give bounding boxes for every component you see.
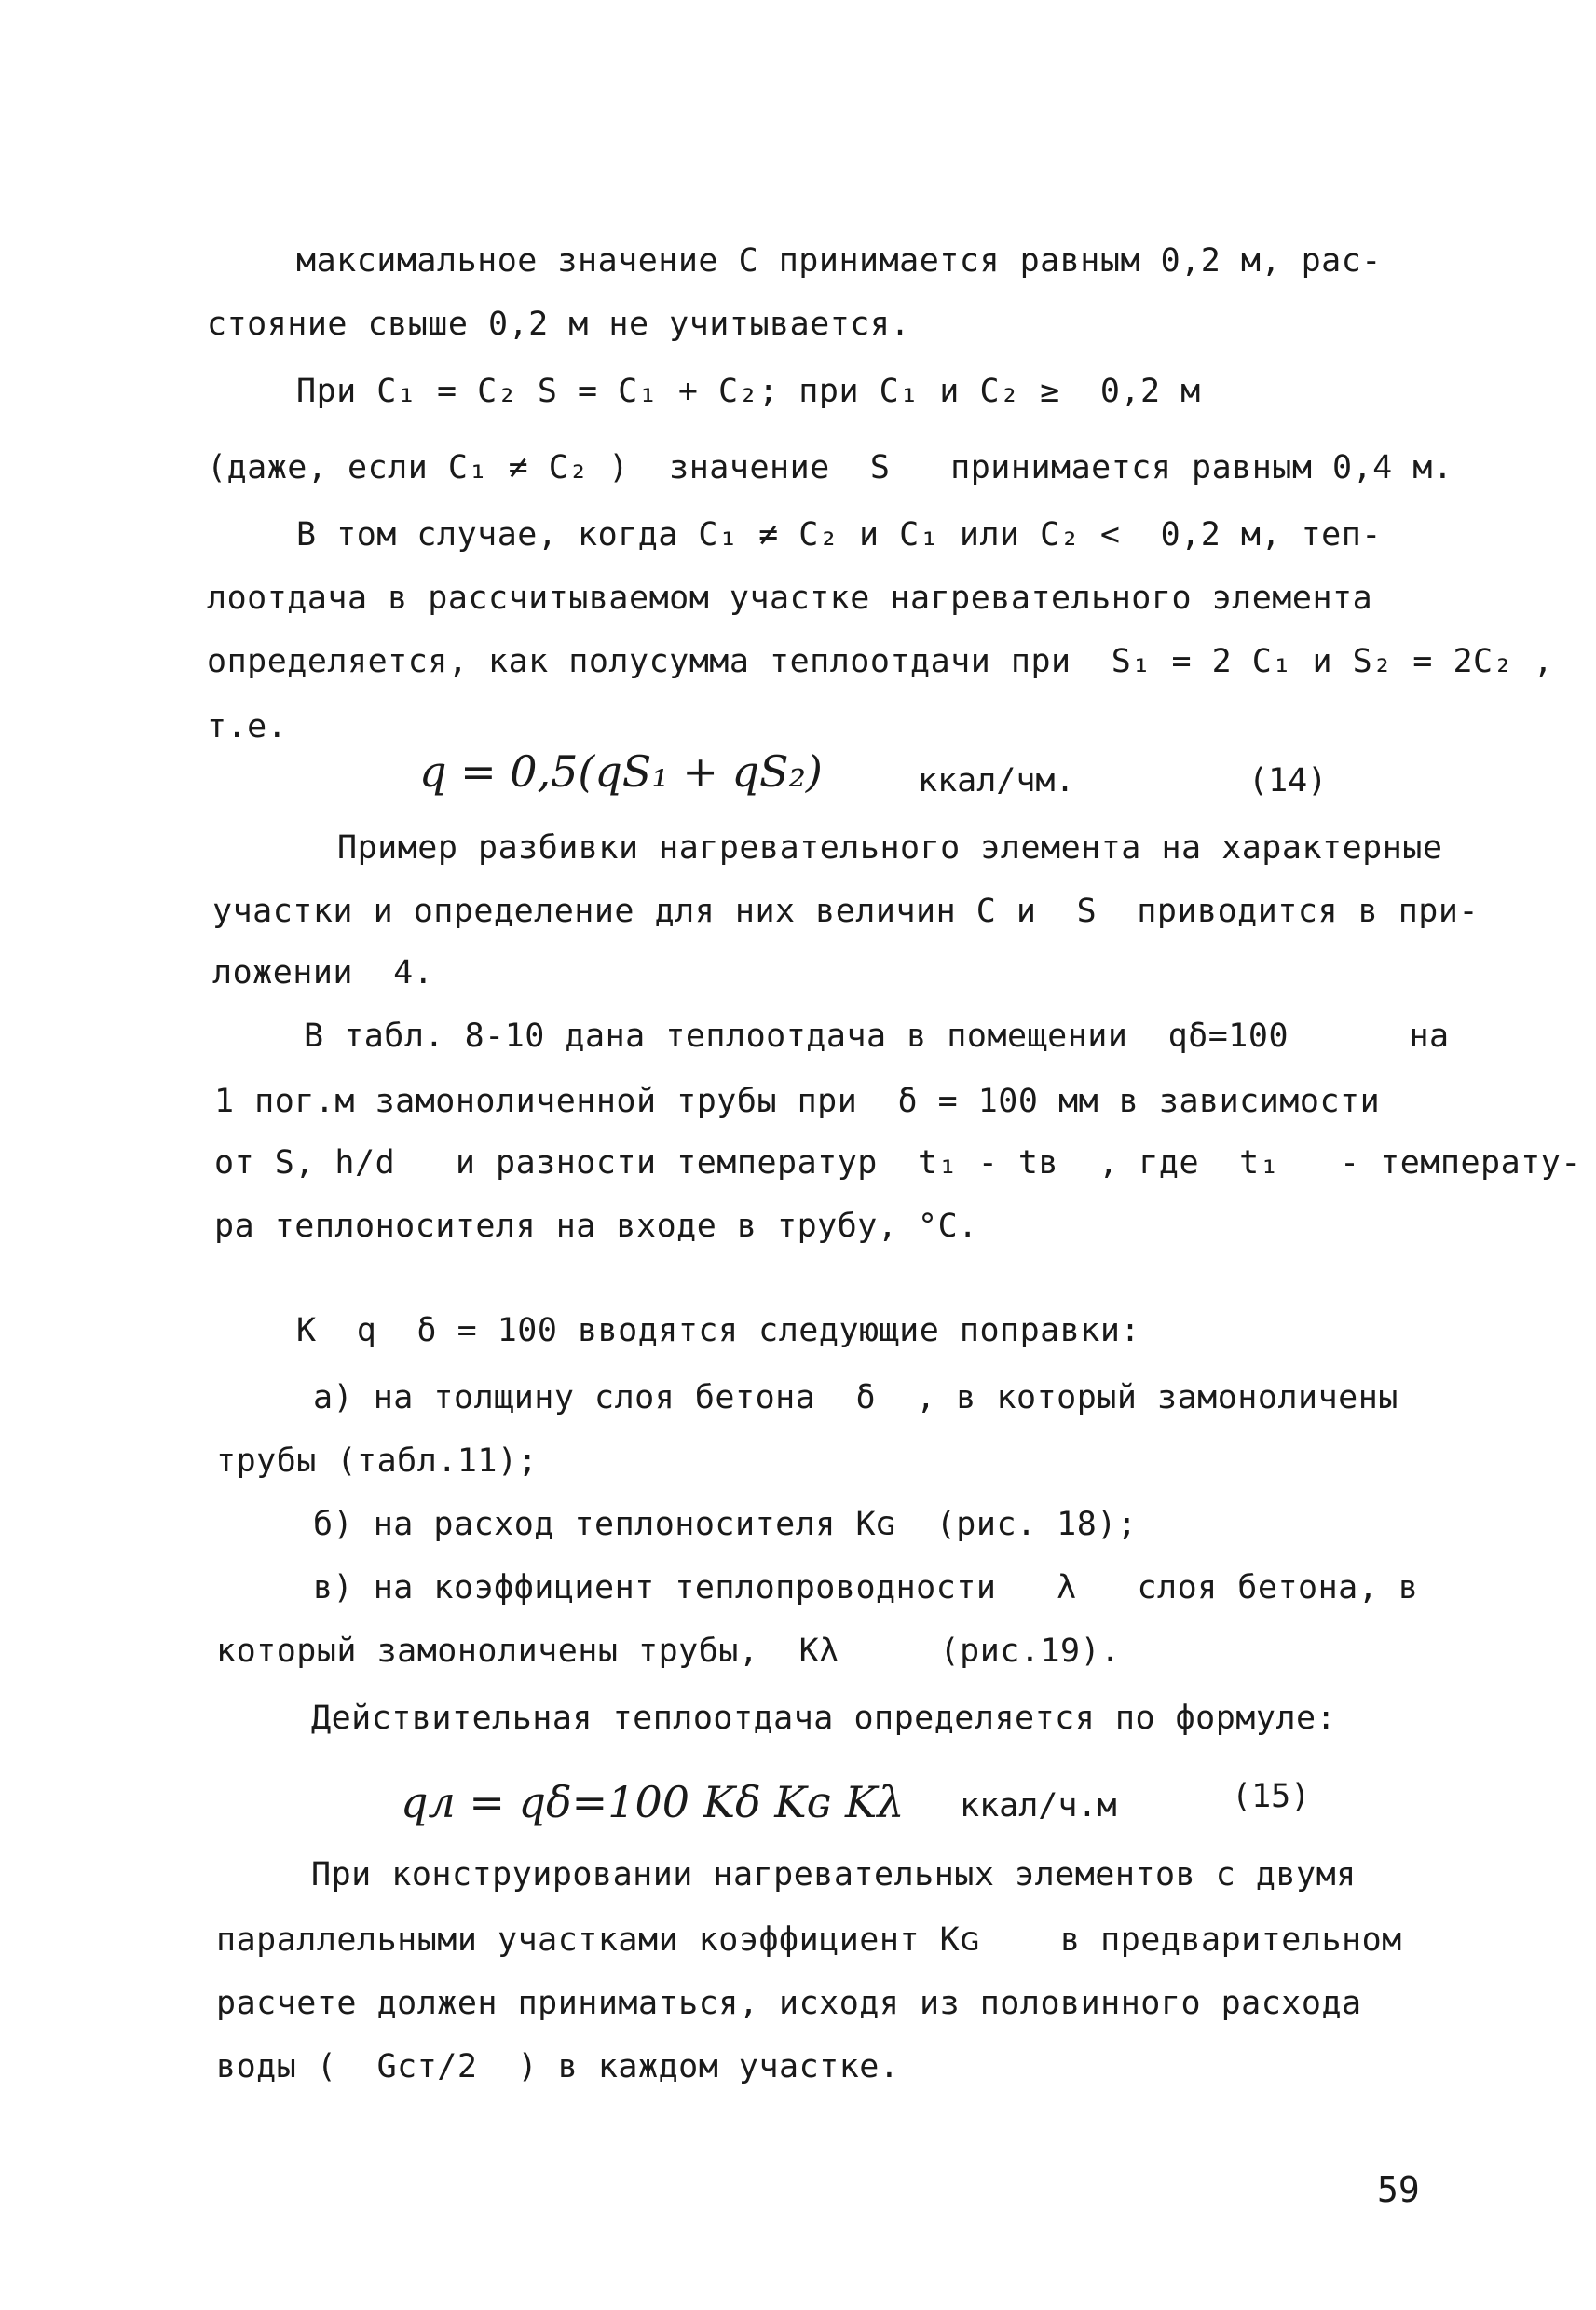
text-line: В табл. 8-10 дана теплоотдача в помещении qδ=100 на bbox=[304, 1018, 1450, 1055]
text-line: К q δ = 100 вводятся следующие поправки: bbox=[296, 1312, 1141, 1349]
text-line: 1 пог.м замоноличенной трубы при δ = 100 мм в зависимости bbox=[214, 1083, 1381, 1120]
formula-14-number: (14) bbox=[1248, 762, 1328, 800]
text-line: В том случае, когда С₁ ≠ С₂ и С₁ или С₂ < 0,2 м, теп- bbox=[296, 516, 1382, 554]
text-line: который замоноличены трубы, Кλ (рис.19). bbox=[216, 1633, 1121, 1670]
text-line: трубы (табл.11); bbox=[216, 1442, 539, 1480]
text-line: ра теплоносителя на входе в трубу, °С. bbox=[214, 1208, 978, 1245]
text-line: б) на расход теплоносителя Кɢ (рис. 18); bbox=[313, 1506, 1138, 1543]
text-line: расчете должен приниматься, исходя из половинного расхода bbox=[216, 1985, 1362, 2022]
text-line: стояние свыше 0,2 м не учитывается. bbox=[207, 306, 911, 343]
text-line: лоотдача в рассчитываемом участке нагревательного элемента bbox=[207, 580, 1373, 617]
formula-15-unit: ккал/ч.м bbox=[960, 1787, 1117, 1825]
text-line: При конструировании нагревательных элементов с двумя bbox=[311, 1856, 1357, 1893]
formula-15: qл = qδ=100 Kδ Kɢ Kλ bbox=[401, 1777, 905, 1827]
text-line: параллельными участками коэффициент Кɢ в предварительном bbox=[216, 1921, 1402, 1959]
text-line: от S, h/d и разности температур t₁ - tв , где t₁ - температу- bbox=[214, 1144, 1581, 1182]
text-line: а) на толщину слоя бетона δ , в который замоноличены bbox=[313, 1379, 1398, 1416]
text-line: При С₁ = С₂ S = С₁ + С₂; при С₁ и С₂ ≥ 0,2 м bbox=[296, 373, 1201, 410]
text-line: т.е. bbox=[207, 708, 288, 745]
formula-14: q = 0,5(qS₁ + qS₂) bbox=[419, 746, 823, 797]
formula-15-number: (15) bbox=[1232, 1778, 1311, 1815]
page-number: 59 bbox=[1377, 2169, 1420, 2210]
text-line: в) на коэффициент теплопроводности λ слоя бетона, в bbox=[313, 1569, 1419, 1606]
text-line: (даже, если С₁ ≠ С₂ ) значение S принимается равным 0,4 м. bbox=[207, 449, 1453, 486]
text-line: определяется, как полусумма теплоотдачи при S₁ = 2 С₁ и S₂ = 2С₂ , bbox=[207, 643, 1554, 680]
text-line: максимальное значение С принимается равным 0,2 м, рас- bbox=[296, 242, 1382, 280]
text-line: воды ( Gст/2 ) в каждом участке. bbox=[216, 2048, 900, 2085]
text-line: Пример разбивки нагревательного элемента на характерные bbox=[337, 829, 1443, 867]
text-line: Действительная теплоотдача определяется по формуле: bbox=[311, 1700, 1337, 1737]
text-line: ложении 4. bbox=[212, 954, 434, 991]
text-line: участки и определение для них величин С и S приводится в при- bbox=[212, 893, 1480, 930]
formula-14-unit: ккал/чм. bbox=[918, 762, 1075, 800]
